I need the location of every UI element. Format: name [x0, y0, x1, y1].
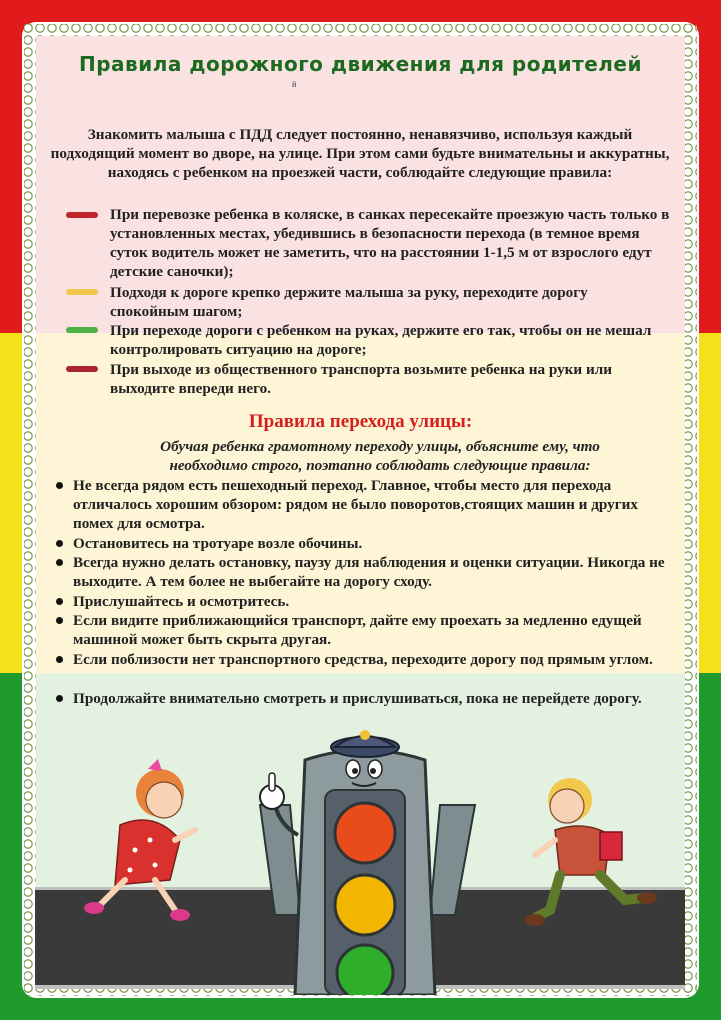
bullet-text: Прислушайтесь и осмотритесь. [73, 593, 290, 610]
bullet-dot-icon [56, 540, 63, 547]
bullet-dot-icon [56, 482, 63, 489]
crossing-lead: Обучая ребенка грамотному переходу улицы, объясните ему, что необходимо строго, поэтапно соблюдать следующие правила: [160, 438, 600, 474]
bullet-text: Если видите приближающийся транспорт, дайте ему проехать за медленно едущей машиной может быть скрыта другая. [73, 612, 642, 648]
intro-text: Знакомить малыша с ПДД следует постоянно, ненавязчиво, используя каждый подходящий момент во дворе, на улице. При этом сами будьте внимательны и аккуратны, находясь с ребенком на проезжей части, соблюдайте следующие правила: [50, 126, 670, 181]
bullet-text: Если поблизости нет транспортного средства, переходите дорогу под прямым углом. [73, 651, 653, 668]
bullet-text: Остановитесь на тротуаре возле обочины. [73, 535, 363, 552]
girl-illustration [60, 755, 210, 930]
rule-marker-darkred [66, 366, 98, 372]
bullet-text: Всегда нужно делать остановку, паузу для наблюдения и оценки ситуации. Никогда не выходите. А тем более не выбегайте на дорогу сходу. [73, 554, 665, 590]
rule-item: При переходе дороги с ребенком на руках, держите его так, чтобы он не мешал контролировать ситуацию на дороге; [110, 322, 652, 358]
bullet-dot-icon [56, 598, 63, 605]
crossing-heading: Правила перехода улицы: [248, 411, 473, 432]
bullet-text: Продолжайте внимательно смотреть и прислушиваться, пока не перейдете дорогу. [73, 690, 642, 707]
traffic-light-illustration [240, 725, 490, 995]
rule-marker-yellow [66, 289, 98, 295]
boy-illustration [525, 770, 665, 930]
bullet-dot-icon [56, 656, 63, 663]
rule-item: Подходя к дороге крепко держите малыша за руку, переходите дорогу спокойным шагом; [110, 284, 588, 320]
page-title: Правила дорожного движения для родителей [78, 52, 643, 76]
bullet-dot-icon [56, 559, 63, 566]
title-mark: й [292, 80, 297, 89]
bullet-text: Не всегда рядом есть пешеходный переход. Главное, чтобы место для перехода отличалось хорошим обзором: рядом не было поворотов,стоящих машин и других помех для осмотра. [73, 477, 638, 532]
rule-item: При перевозке ребенка в коляске, в санках пересекайте проезжую часть только в установленных местах, убедившись в безопасности перехода (в темное время суток водитель может не заметить, что на расстоянии 1-1,5 м от взрослого едут детские саночки); [110, 206, 670, 280]
rule-marker-green [66, 327, 98, 333]
bullet-dot-icon [56, 695, 63, 702]
rule-marker-red [66, 212, 98, 218]
rule-item: При выходе из общественного транспорта возьмите ребенка на руки или выходите впереди него. [110, 361, 613, 397]
bullet-dot-icon [56, 617, 63, 624]
